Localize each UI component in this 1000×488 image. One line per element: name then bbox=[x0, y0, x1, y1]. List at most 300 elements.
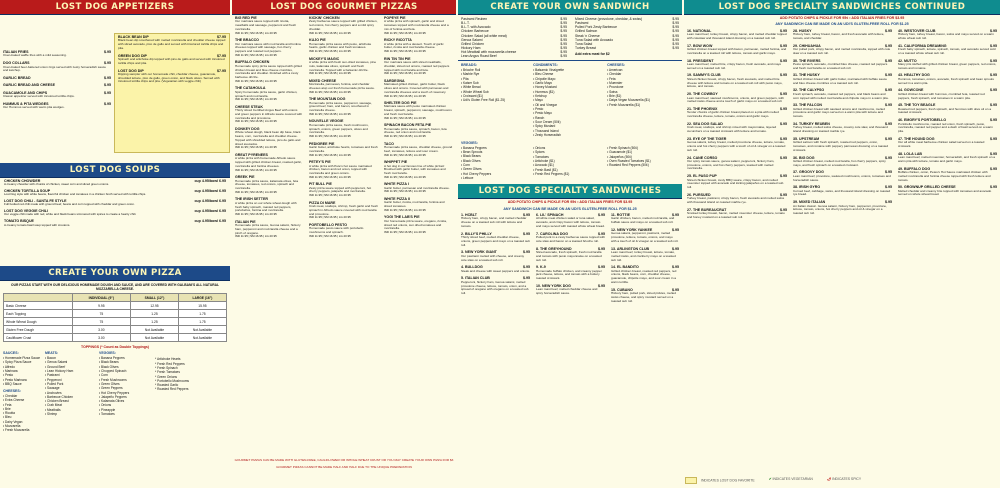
sandwich-meat-name: B.L.T. bbox=[461, 21, 470, 26]
menu-item bbox=[458, 275, 533, 297]
list-item: • Feta bbox=[3, 402, 12, 407]
menu-item-price: $.95 bbox=[990, 58, 997, 63]
menu-item-price: IND 11.95 | SM 16.95 | LG 20.95 bbox=[384, 30, 426, 35]
menu-item-price: $7.95 bbox=[217, 53, 226, 58]
menu-item-name: THE IRISH SETTER bbox=[235, 197, 268, 202]
list-item: • Onions bbox=[533, 146, 546, 151]
menu-item bbox=[232, 126, 306, 152]
menu-item-desc: Grilled chicken breast topped with bacon, parmesan, melted fontina, and mozzarella on a toasted roll with lettuce, tomato and garlic mayo. bbox=[687, 47, 787, 55]
appetizers-left bbox=[0, 15, 114, 155]
menu-item-desc: Zesty pizza sauce topped with pepperoni, hot cherry peppers, jalapeño and mozzarella. bbox=[309, 185, 372, 194]
banner-appetizers: LOST DOG APPETIZERS bbox=[0, 0, 230, 15]
column-specialty-continued bbox=[684, 0, 1000, 488]
menu-item-price: $7.95 bbox=[217, 68, 226, 73]
sandwich-meat-price: $.95 bbox=[672, 33, 679, 38]
continued-addon-2: ANY SANDWICH CAN BE MADE ON AN UDI'S GLUTEN-FREE ROLL FOR $1.25 bbox=[775, 22, 909, 27]
continued-col-1 bbox=[684, 28, 790, 222]
menu-item bbox=[306, 200, 381, 222]
menu-item-name: 27. THE BUREAUCRAT bbox=[687, 207, 727, 212]
menu-item bbox=[458, 249, 533, 264]
menu-item bbox=[895, 151, 1000, 166]
menu-item-name: BIG RED PIE bbox=[235, 16, 257, 20]
menu-item-price: IND 11.95 | SM 16.95 | LG 20.95 bbox=[384, 115, 426, 120]
menu-item-desc: Our spicy tomato sauce, genoa salami, pepperoni, hickory ham, provolone, onions, and hot cherry peppers, toasted with melted mozzarella. bbox=[687, 158, 775, 171]
menu-item-desc: Lean roast beef, melted brie, crispy bacon, fresh avocado, and mayo served on a toasted sub roll. bbox=[687, 61, 782, 70]
menu-item-price: $.95 bbox=[523, 265, 530, 270]
list-item: * Roasted Garlic bbox=[155, 383, 179, 388]
menu-item-name: 7. CAROLINA DOG bbox=[536, 231, 569, 236]
list-item: • Brie bbox=[3, 406, 11, 411]
list-item: • Artichoke ($1) bbox=[533, 159, 555, 164]
sandwich-meat-price: $.95 bbox=[560, 41, 567, 46]
menu-item-price: $.95 bbox=[780, 58, 787, 63]
menu-item-desc: Homemade pizza sauce, Genoa salami, hickory ham, pepperoni and mozzarella cheese and a pinch of oregano. bbox=[235, 222, 301, 235]
menu-item-desc: Thinly sliced Certified Angus Beef with onions and green peppers in Alfredo sauce covered with mozzarella and provolone. bbox=[235, 108, 303, 120]
sandwich-veggies-2 bbox=[533, 141, 601, 180]
sandwich-meat-price: $.95 bbox=[560, 17, 567, 21]
specialty-col-1 bbox=[458, 212, 533, 305]
list-item: • Marble Rye bbox=[461, 72, 480, 77]
pizza-table-row bbox=[4, 326, 227, 334]
list-item: • Bacon bbox=[45, 356, 57, 361]
menu-item bbox=[306, 118, 381, 140]
menu-item-desc: Genoa salami, pepperoni, pastrami, melted provolone, lettuce, tomato, onions, and mayo with a touch of oil & vinegar on a toasted sub roll. bbox=[611, 231, 679, 243]
menu-item-price: IND 11.95 | SM 16.95 | LG 20.95 bbox=[309, 71, 351, 76]
menu-item-name: 38. IRISH GYRO bbox=[793, 185, 821, 190]
menu-item-name: SARDEGNA bbox=[384, 78, 405, 83]
list-item: • Spicy Pizza Sauce bbox=[3, 360, 32, 365]
list-item: • Barbecue Chicken bbox=[45, 394, 74, 399]
menu-item-desc: Lean roast beef, sautéed mushrooms, onions, and green peppers, with melted swiss cheese and a touch of garlic mayo on a toasted sub roll. bbox=[687, 95, 784, 104]
menu-item-desc: Hickory ham, pulled pork, sliced pickles, melted swiss cheese, and spicy mustard served on a toasted sub roll. bbox=[611, 291, 676, 303]
menu-item bbox=[895, 58, 1000, 73]
menu-item bbox=[306, 37, 381, 55]
menu-item-price: $.95 bbox=[523, 250, 530, 255]
list-item: • Ranch bbox=[533, 115, 545, 120]
menu-item-price: IND 11.95 | SM 16.95 | LG 20.95 bbox=[384, 93, 426, 98]
soup-item bbox=[0, 218, 230, 228]
menu-item bbox=[608, 246, 682, 265]
menu-item-price: $.95 bbox=[780, 192, 787, 197]
list-item: • Chopped Spinach bbox=[99, 368, 127, 373]
pizza-intro: OUR PIZZAS START WITH OUR DELICIOUS HOMEMADE DOUGH AND SAUCE, AND ARE COVERED WITH GALBANI'S ALL NATURAL MOZZARELLA CHEESE. bbox=[11, 283, 219, 292]
menu-item-price: IND 11.95 | SM 16.95 | LG 20.95 bbox=[309, 111, 351, 116]
menu-item-name: GARLIC BREAD bbox=[3, 76, 31, 81]
sandwich-meat-price: $.95 bbox=[672, 25, 679, 30]
banner-specialty-continued: LOST DOG SPECIALTY SANDWICHES CONTINUED bbox=[684, 0, 1000, 15]
menu-item bbox=[458, 231, 533, 250]
menu-item-name: 44. GOWCONE bbox=[898, 88, 924, 93]
menu-item-desc: Our Hummus served with warm pita wedges. bbox=[3, 105, 65, 110]
menu-item-desc: Our pastrami melted with cheese, and creamy cole slaw on a toasted sub roll. bbox=[461, 253, 525, 262]
menu-item-desc: A hot dog in our famous line of white pizzas! Brushed with garlic butter, with tomatoes and fresh mozzarella. bbox=[384, 163, 446, 176]
list-item: • Crab Meat bbox=[45, 403, 62, 408]
menu-item bbox=[232, 15, 306, 37]
sandwich-meat-price: $.95 bbox=[672, 29, 679, 34]
list-item: • Meatballs bbox=[45, 407, 61, 412]
menu-item-price: $.95 bbox=[885, 155, 892, 160]
menu-item bbox=[232, 174, 306, 196]
menu-item bbox=[684, 136, 790, 155]
sandwich-meats-left bbox=[461, 17, 567, 58]
pizza-table-header-cell bbox=[4, 294, 73, 302]
menu-item-price: IND 11.95 | SM 16.95 | LG 20.95 bbox=[384, 71, 426, 76]
soup-name: LOST DOG VEGGIE CHILI bbox=[4, 209, 48, 214]
sandwich-meat-row bbox=[461, 54, 567, 58]
list-item: • Brioche Roll bbox=[461, 68, 481, 73]
list-item: • Kalamata Olives bbox=[99, 399, 125, 404]
menu-item-price: $.95 bbox=[780, 28, 787, 33]
pizza-table-cell: 3.00 bbox=[72, 334, 131, 342]
list-item: • Pulled Pork bbox=[45, 381, 64, 386]
legend bbox=[685, 477, 1000, 484]
menu-item-desc: Pepperoni, hickory ham, Genoa salami, melted provolone cheese, lettuce, tomato, onion, and a spread of oregano with oregano on a toasted sub roll. bbox=[461, 279, 529, 296]
toppings-meats bbox=[45, 351, 95, 432]
sandwich-meats-right-wrap bbox=[575, 17, 679, 58]
menu-item-name: 4. BULLDOG bbox=[461, 265, 483, 270]
list-item: • Pepperoni bbox=[45, 377, 62, 382]
list-item: • Roasted Red Peppers (50¢) bbox=[607, 163, 649, 168]
menu-item-name: 21. THE PHOENIX bbox=[687, 107, 718, 112]
menu-item bbox=[381, 181, 456, 196]
menu-item-desc: Garlic butter, artichoke hearts, tomatoes and fresh mozzarella. bbox=[309, 145, 378, 153]
list-item: • Sour Cream (50¢) bbox=[533, 119, 561, 124]
list-item: • Garlic Mayo bbox=[533, 81, 553, 86]
menu-item-price: IND 11.95 | SM 16.95 | LG 20.95 bbox=[235, 97, 277, 102]
soup-price: cup 4.95/bowl 6.95 bbox=[194, 199, 226, 204]
list-item: • Pastrami bbox=[45, 373, 60, 378]
list-item: • Black Beans bbox=[99, 360, 119, 365]
column-gourmet-pizzas bbox=[232, 0, 456, 488]
sandwich-meat-price: $.95 bbox=[560, 33, 567, 38]
list-item: • Jalapeño Peppers bbox=[99, 394, 127, 399]
menu-item-name: 14. EL BANDITO bbox=[611, 265, 639, 270]
list-item: • Provolone bbox=[607, 85, 624, 90]
menu-item-desc: Homemade spicy pizza sauce topped with grilled chicken breast and blue cheese crumbles, mozzarella and cheddar. Finished with a zesty barbecue drizzle. bbox=[235, 63, 302, 80]
pizza-table-cell: Not Available bbox=[178, 326, 226, 334]
list-item: • Green Peppers bbox=[99, 386, 123, 391]
list-item: • Balsamic Vinaigrette bbox=[533, 68, 565, 73]
menu-item bbox=[684, 207, 790, 222]
list-item: • Fresh Basil ($1) bbox=[533, 167, 558, 172]
menu-item-name: PEDIGREE PIE bbox=[309, 141, 335, 146]
pizza-table-header bbox=[4, 294, 227, 302]
menu-item-desc: Lean roast beef, turkey breast, crispy bacon, and melted cheddar topped with coleslaw and thousand island dressing on a toasted sub roll. bbox=[687, 32, 787, 40]
list-item: • BBQ Sauce bbox=[3, 381, 22, 386]
menu-item-name: MICKEY'S MAGIC bbox=[309, 56, 340, 61]
column-appetizers bbox=[0, 0, 230, 488]
menu-item bbox=[232, 196, 306, 218]
list-item: • Udi's Gluten Free Roll ($1.25) bbox=[461, 98, 506, 103]
menu-item-name: 26. PURSUED bbox=[687, 192, 711, 197]
pizza-table-cell: 1.75 bbox=[178, 318, 226, 326]
menu-item-price: IND 11.95 | SM 16.95 | LG 20.95 bbox=[309, 152, 351, 157]
sandwich-cheeses-title: CHEESES: bbox=[607, 63, 625, 68]
list-item: • Ricotta bbox=[3, 411, 15, 416]
menu-item-price: $.95 bbox=[104, 76, 111, 81]
menu-item bbox=[790, 58, 895, 73]
menu-item bbox=[0, 90, 114, 101]
menu-item-name: WHITE PIZZA I bbox=[384, 182, 409, 187]
continued-col-2 bbox=[790, 28, 895, 222]
menu-item-desc: Pulled pork in a zesty barbecue sauce topped with cole slaw and bacon on a toasted brioche roll. bbox=[536, 235, 605, 243]
menu-item bbox=[684, 91, 790, 106]
soup-price: cup 4.95/bowl 6.95 bbox=[194, 189, 226, 194]
menu-item-name: 35. UPSTREAM bbox=[793, 136, 820, 141]
menu-item-price: $.95 bbox=[598, 284, 605, 289]
create-pizza-section bbox=[0, 281, 230, 435]
menu-item-price: $.95 bbox=[523, 213, 530, 218]
soup-item bbox=[0, 208, 230, 218]
menu-item-desc: Many pits stuffed with grilled chicken breast, green peppers, red onions, tomato and romaine. bbox=[898, 61, 997, 70]
menu-item-price: IND 11.95 | SM 16.95 | LG 20.95 bbox=[309, 215, 351, 220]
list-item: • Black Olives bbox=[461, 158, 481, 163]
menu-item-name: BLACK BEAN DIP bbox=[118, 35, 149, 39]
soup-name: CHICKEN CHOWDER bbox=[4, 179, 41, 183]
list-item: • Mozzarella bbox=[3, 424, 21, 429]
menu-item-price: $.95 bbox=[598, 231, 605, 236]
menu-item-price: IND 11.95 | SM 16.95 | LG 20.95 bbox=[235, 119, 277, 124]
menu-item-name: 19. SAMMY'S CLUB bbox=[687, 73, 721, 78]
list-item: • Pesto Marinara bbox=[3, 377, 27, 382]
menu-item-name: 5. ITALIAN CLUB bbox=[461, 276, 490, 281]
menu-item bbox=[381, 78, 456, 100]
menu-item-name: CHEESE STEAK bbox=[235, 104, 263, 109]
legend-favorite bbox=[685, 477, 755, 484]
legend-spicy-label: INDICATES SPICY bbox=[832, 477, 862, 481]
menu-item-desc: Fresh baby spinach, lettuce, spinach, tomato, and avocado served cold on a toasted whole wheat sub roll. bbox=[898, 47, 996, 55]
menu-item-price: IND 11.95 | SM 16.95 | LG 20.95 bbox=[235, 167, 277, 172]
gourmet-col-2 bbox=[306, 15, 381, 455]
list-item: • Alfredo bbox=[3, 364, 15, 369]
menu-item-desc: Our marinara sauce with mozzarella and fontina cheeses topped with sausage, hot cherry peppers and roasted red peppers. bbox=[235, 41, 301, 54]
menu-item-name: YOGI THE LAB'S PIE bbox=[384, 215, 420, 220]
list-item: • Jalapeños (50¢) bbox=[607, 154, 632, 159]
sandwich-veggies-3 bbox=[607, 141, 679, 180]
sandwich-meat-price: $.95 bbox=[560, 50, 567, 55]
menu-item-name: 3. NEW YORK GIANT bbox=[461, 250, 497, 255]
menu-item-price: $.95 bbox=[104, 61, 111, 66]
sandwich-meat-price: $.95 bbox=[560, 29, 567, 34]
menu-item bbox=[381, 196, 456, 214]
sandwich-meat-name: Pastrami bbox=[575, 21, 589, 26]
menu-item-desc: Hummus, tomatoes, onions, avocado, fresh spinach and bean sprouts served in a warm pita. bbox=[898, 76, 994, 85]
menu-item-price: $.95 bbox=[780, 121, 787, 126]
toppings-sauces bbox=[3, 351, 41, 432]
menu-item-name: THE CATAHOULA bbox=[235, 86, 266, 91]
menu-item-desc: Tender chunks of garlic chicken breast placed on a pita with melted mozzarella cheese, lettuce, tomato, onions and garlic mayo. bbox=[687, 110, 779, 119]
menu-item-desc: Grilled chicken breast with garlic butter, marinated with buffalo sauce and bleu cheese crumbles on a toasted sub roll. bbox=[793, 76, 888, 85]
list-item: • Avocado ($1) bbox=[533, 163, 554, 168]
menu-item-desc: Homemade pesto sauce with portobello mushrooms and spinach. bbox=[309, 226, 364, 235]
menu-item-desc: Oven-baked beer-battered onion rings served with zesty horseradish sauce and ketchup. bbox=[3, 64, 107, 73]
menu-item-price: $.95 bbox=[598, 213, 605, 218]
menu-item bbox=[381, 214, 456, 236]
menu-item bbox=[533, 246, 608, 265]
soup-name: LOST DOG CHILI - SANTA FE STYLE bbox=[4, 199, 67, 204]
menu-item-name: POPEYE PIE bbox=[384, 16, 406, 20]
list-item: • Banana Peppers bbox=[461, 145, 487, 150]
menu-item bbox=[533, 283, 608, 298]
pizza-table-cell: 1.25 bbox=[131, 310, 179, 318]
menu-item-name: KUJO PIE bbox=[309, 38, 326, 43]
list-item: * Fresh Red Peppers bbox=[155, 361, 185, 366]
menu-item-price: $.95 bbox=[990, 118, 997, 123]
menu-item bbox=[684, 58, 790, 73]
sandwich-meat-price: $.95 bbox=[672, 17, 679, 21]
pizza-table-cell: 1.75 bbox=[178, 310, 226, 318]
list-item: • Hummus ($1) bbox=[533, 89, 555, 94]
pizza-table-row bbox=[4, 334, 227, 342]
menu-item bbox=[684, 173, 790, 192]
column-sandwiches bbox=[458, 0, 682, 488]
menu-item bbox=[684, 192, 790, 207]
menu-item-name: TACO bbox=[384, 141, 394, 146]
list-item: * Fresh Spinach bbox=[155, 365, 178, 370]
menu-item-desc: Homemade pizza sauce, fresh mushrooms, spinach, onions, green peppers, olives and mozzarella. bbox=[309, 122, 369, 135]
menu-item-desc: Crab meat, scallops, and shrimp mixed with mayonnaise, layered cucumbers on a toasted croissant with lettuce and tomato. bbox=[687, 125, 777, 134]
menu-item-price: $.95 bbox=[990, 103, 997, 108]
list-item: • Corn bbox=[461, 163, 470, 168]
list-item: • Kaiser Sub bbox=[461, 81, 479, 86]
soup-item bbox=[0, 178, 230, 188]
menu-item bbox=[790, 28, 895, 43]
menu-item bbox=[306, 78, 381, 96]
menu-item-price: IND 11.95 | SM 16.95 | LG 20.95 bbox=[309, 30, 351, 35]
menu-item bbox=[790, 169, 895, 184]
menu-item-desc: Garlic butter, ricotta, mozzarella, fontina and sliced tomatoes. bbox=[384, 200, 445, 209]
menu-item bbox=[608, 227, 682, 246]
menu-item-price: IND 11.95 | SM 16.95 | LG 20.95 bbox=[235, 30, 277, 35]
sandwich-meat-name: Chicken Salad (all white meat) bbox=[461, 33, 507, 38]
list-item: • Cheddar bbox=[3, 393, 18, 398]
menu-item bbox=[306, 56, 381, 78]
menu-item-price: IND 11.95 | SM 16.95 | LG 20.95 bbox=[309, 49, 351, 54]
menu-item-name: PIT BULL PIE bbox=[309, 182, 332, 187]
menu-item-name: PORTOBELLO PESTO bbox=[309, 222, 348, 227]
menu-item-desc: Pesto spinach, avocado, crumbled bleu cheese, roasted red peppers and fresh mozzarella on a toasted sub roll. bbox=[793, 61, 888, 70]
list-item: • Muenster bbox=[607, 81, 623, 86]
menu-item-price: $.95 bbox=[104, 83, 111, 88]
menu-item-price: $.95 bbox=[990, 151, 997, 156]
menu-item-desc: Portobello mushrooms, roasted red onion, fresh spinach, pesto, mozzarella, roasted red pepper and a dash of basil served on a warm pita. bbox=[898, 121, 994, 134]
specialty-addon-2: ANY SANDWICH CAN BE MADE ON AN UDI'S GLUTEN-FREE ROLL FOR $1.25 bbox=[503, 206, 637, 211]
menu-item bbox=[790, 87, 895, 102]
menu-item bbox=[608, 264, 682, 286]
sandwich-veggies-1 bbox=[461, 141, 527, 180]
menu-item bbox=[458, 212, 533, 231]
list-item: • Croissant ($1) bbox=[461, 94, 484, 98]
menu-item-name: GREAT PYRENEES bbox=[235, 152, 268, 157]
pizza-table-row bbox=[4, 302, 227, 310]
menu-item bbox=[115, 34, 229, 53]
sandwich-veggies bbox=[458, 139, 682, 182]
pizza-table-cell: 75 bbox=[72, 310, 131, 318]
list-item: • Mayo bbox=[533, 98, 543, 103]
list-item: • Guacamole ($1) bbox=[607, 150, 632, 155]
pizza-table-cell: Cauliflower Crust bbox=[4, 334, 73, 342]
menu-item bbox=[895, 136, 1000, 151]
menu-item-name: 30. THE RIVERS bbox=[793, 58, 821, 63]
soup-price: cup 4.95/bowl 6.95 bbox=[194, 179, 226, 183]
menu-item bbox=[790, 102, 895, 121]
menu-item-price: $.95 bbox=[885, 121, 892, 126]
sandwich-meat-price: $.95 bbox=[672, 45, 679, 50]
list-item: • Black Olives bbox=[99, 364, 119, 369]
menu-item-desc: Grilled chicken breast, roasted red peppers, red onions, black beans, corn, cheddar cheese, guacamole, chipotle mayo, and sour cream in a warm tortilla. bbox=[611, 268, 677, 285]
menu-item-name: 37. GROOVY DOG bbox=[793, 170, 824, 175]
sandwich-meat-name: Mixed Cheese (provolone, cheddar, & swiss) bbox=[575, 17, 643, 21]
banner-create-sandwich: CREATE YOUR OWN SANDWICH bbox=[458, 0, 682, 15]
menu-item-name: 31. THE HUSKY bbox=[793, 73, 820, 78]
appetizers-right bbox=[114, 33, 230, 153]
continued-addon: ADD POTATO CHIPS & PICKLE FOR 95¢ • ADD ITALIAN FRIES FOR $3.95 bbox=[779, 16, 905, 20]
menu-item-desc: Lean roast beef, provolone, sautéed mushrooms, onions, tomatoes and horseradish sauce. bbox=[793, 173, 891, 182]
menu-item-name: ITALIAN PIE bbox=[235, 219, 256, 224]
menu-item-desc: Classic appetizer served with tricolored tortilla chips. bbox=[3, 94, 75, 99]
menu-item bbox=[533, 212, 608, 231]
menu-item-name: RICKY RICOTTA bbox=[384, 38, 412, 43]
menu-item-name: GREEK PIE bbox=[235, 175, 255, 180]
list-item: • Honey Mustard bbox=[533, 85, 557, 90]
sandwich-meat-name: Turkey Breast bbox=[575, 45, 596, 50]
menu-item-price: $.95 bbox=[672, 213, 679, 218]
menu-item-name: HUMMUS & PITA WEDGES bbox=[3, 101, 49, 106]
soups-list bbox=[0, 178, 230, 266]
menu-item bbox=[684, 121, 790, 136]
menu-item-price: $.95 bbox=[885, 103, 892, 108]
menu-item-price: $.95 bbox=[780, 92, 787, 97]
menu-item-desc: Homemade pizza sauce, cheddar cheese, ground beef, tomatoes, lettuce and sour cream. bbox=[384, 145, 453, 153]
menu-item bbox=[684, 72, 790, 91]
extra-meat-note: Add extra meat for $2 bbox=[575, 52, 610, 57]
banner-create-pizza: CREATE YOUR OWN PIZZA bbox=[0, 266, 230, 281]
list-item: • Black Beans bbox=[461, 154, 481, 159]
sandwich-meat-name: Hot Meatball with mozzarella cheese bbox=[461, 50, 517, 55]
menu-item-price: IND 11.95 | SM 16.95 | LG 20.95 bbox=[384, 134, 426, 139]
menu-item-name: 11. ROTTIE bbox=[611, 213, 630, 218]
list-item: • Brie ($1) bbox=[607, 94, 622, 98]
list-item: • Homemade Pizza Sauce bbox=[3, 356, 41, 361]
menu-item bbox=[790, 43, 895, 58]
gourmet-footnote-2: GOURMET PIZZAS CANNOT BE MADE HALF AND HALF DUE TO THE UNIQUE PREPARATION bbox=[276, 464, 412, 469]
menu-item-desc: Genoa salami, turkey breast, melted provolone cheese, lettuce, tomato, onions and hot cherry peppers with a touch of oil & vinegar on a toasted sub roll. bbox=[687, 140, 786, 152]
list-item: • Green Olives bbox=[461, 167, 482, 172]
menu-item-price: $.95 bbox=[885, 28, 892, 33]
menu-item-name: 41. CALIFORNIA DREAMING bbox=[898, 43, 947, 48]
menu-item-name: MIXED CHEESE bbox=[309, 78, 337, 83]
gourmet-col-3 bbox=[381, 15, 456, 455]
menu-item bbox=[895, 102, 1000, 117]
menu-item bbox=[306, 141, 381, 159]
menu-item bbox=[306, 96, 381, 118]
list-item: • White Bread bbox=[461, 85, 481, 90]
list-item: • Pesto Mayo bbox=[533, 111, 552, 116]
pizza-table-cell: 1.25 bbox=[131, 318, 179, 326]
pizza-table-header-cell: SMALL (12") bbox=[131, 294, 179, 302]
menu-item-desc: Lean roast beef, melted muenster, horseradish, and fresh spinach on a warm pita with lettuce, tomato and garlic mayo. bbox=[898, 155, 995, 163]
soup-desc: A creamy tomato basil soup topped with croutons. bbox=[4, 222, 71, 227]
list-item: • Swiss bbox=[607, 89, 618, 94]
menu-item-name: 45. THE TOY BEAGLE bbox=[898, 103, 936, 108]
menu-item bbox=[232, 37, 306, 59]
menu-item bbox=[533, 264, 608, 283]
menu-item-desc: Homemade pizza sauce, kalamata olives, feta cheese, tomatoes, red onions, spinach and mozzarella. bbox=[235, 178, 299, 191]
condiments-title: CONDIMENTS: bbox=[533, 63, 558, 68]
list-item: • Pita bbox=[461, 76, 469, 81]
menu-item-price: $.95 bbox=[885, 185, 892, 190]
menu-item-name: 8. THE GREYHOUND bbox=[536, 246, 572, 251]
